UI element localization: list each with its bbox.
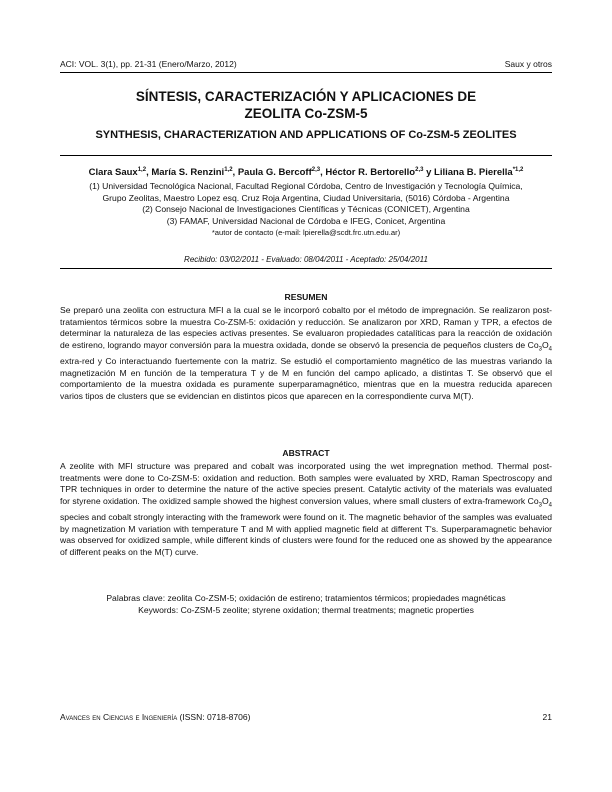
affiliation-3: (3) FAMAF, Universidad Nacional de Córdoba e IFEG, Conicet, Argentina bbox=[166, 215, 446, 226]
formula-co3o4: $Co_3O_4$ bbox=[527, 495, 552, 509]
running-authors: Saux y otros bbox=[504, 59, 552, 69]
affiliation-1-line-2: Grupo Zeolitas, Maestro Lopez esq. Cruz Roja Argentina, Ciudad Universitaria, (5016) Córdoba - Argentina bbox=[102, 192, 510, 203]
title-spanish-line-2: ZEOLITA Co-ZSM-5 bbox=[244, 106, 368, 121]
page-number: 21 bbox=[542, 712, 552, 722]
contact-email: *autor de contacto (e-mail: lpierella@scdt.frc.utn.edu.ar) bbox=[211, 228, 401, 237]
keywords-english: Keywords: Co-ZSM-5 zeolite; styrene oxidation; thermal treatments; magnetic properties bbox=[138, 604, 474, 615]
title-rule bbox=[60, 155, 552, 156]
page-footer bbox=[60, 712, 552, 722]
affiliations bbox=[60, 181, 552, 239]
author: Paula G. Bercoff$^{2,3}$ bbox=[237, 167, 321, 179]
abstract-body: A zeolite with MFI structure was prepared and cobalt was incorporated using the wet impregnation method. Thermal post-treatments were done to Co-ZSM-5: oxidation and reduction. Both samples were evaluated by XRD, Raman Spectroscopy and TPR techniques in order to determine the nature of the active species present. Catalytic activity of the materials was evaluated for styrene oxidation. The oxidized sample showed the highest conversion values, where small clusters of extra-framework $Co_3O_4$ species and cobalt strongly interacting with the framework were found on it. The magnetic behavior of the samples was evaluated by magnetization M variation with temperature T and M with applied magnetic field at different T's. Superparamagnetic behavior was observed for oxidized sample, while different kinds of clusters were found for the reduced one as showed by the appearance of different peaks on the M(T) curve. bbox=[60, 461, 552, 557]
author: María S. Renzini$^{1,2}$ bbox=[151, 167, 233, 179]
title-english: SYNTHESIS, CHARACTERIZATION AND APPLICATIONS OF Co-ZSM-5 ZEOLITES bbox=[95, 129, 517, 141]
journal-citation: ACI: VOL. 3(1), pp. 21-31 (Enero/Marzo, 2012) bbox=[60, 59, 237, 69]
author-list: Clara Saux$^{1,2}$, María S. Renzini$^{1,2}$, Paula G. Bercoff$^{2,3}$, Héctor R. Bertorello$^{2,3}$ y Liliana B. Pierella$^{*1,2}$ bbox=[88, 167, 524, 179]
affiliation-2: (2) Consejo Nacional de Investigaciones Científicas y Técnicas (CONICET), Argentina bbox=[142, 204, 470, 214]
keywords bbox=[60, 593, 552, 616]
affiliation-1-line-1: (1) Universidad Tecnológica Nacional, Facultad Regional Córdoba, Centro de Investigación y Tecnología Química, bbox=[89, 181, 523, 191]
title-spanish-line-1: SÍNTESIS, CARACTERIZACIÓN Y APLICACIONES DE bbox=[135, 89, 477, 104]
title-spanish bbox=[60, 88, 552, 122]
header-rule bbox=[60, 72, 552, 73]
keywords-spanish: Palabras clave: zeolita Co-ZSM-5; oxidación de estireno; tratamientos térmicos; propiedades magnéticas bbox=[106, 593, 506, 603]
author: Clara Saux$^{1,2}$ bbox=[88, 167, 147, 179]
formula-co3o4: $Co_3O_4$ bbox=[527, 339, 552, 353]
dates-rule bbox=[60, 268, 552, 269]
resumen-body: Se preparó una zeolita con estructura MFI a la cual se le incorporó cobalto por el método de impregnación. Se realizaron post-tratamientos térmicos sobre la muestra Co-ZSM-5: oxidación y reducción. Se analizaron por XRD, Raman y TPR, a efectos de determinar la naturaleza de las especies activas presentes. Se evaluaron propiedades catalíticas para la reacción de oxidación de estireno, logrando mayor conversión para la muestra oxidada, donde se observó la presencia de pequeños clusters de $Co_3O_4$ extra-red y Co interactuando fuertemente con la matriz. Se estudió el comportamiento magnético de las muestras variando la magnetización M en función de la temperatura T y de M en función del campo aplicado, a distintas T. Se observó que el comportamiento de la muestra oxidada es puramente superparamagnético, mientras que en la muestra reducida aparecen varios tipos de clusters que se evidencian en distintos picos que aparecen en la correspondiente curva M(T). bbox=[60, 305, 552, 401]
running-header bbox=[60, 59, 552, 69]
author-corresponding: Liliana B. Pierella$^{*1,2}$ bbox=[434, 167, 524, 179]
resumen-heading: RESUMEN bbox=[284, 292, 328, 302]
author: Héctor R. Bertorello$^{2,3}$ bbox=[325, 167, 424, 179]
abstract-heading: ABSTRACT bbox=[282, 448, 330, 458]
footer-journal: Avances en Ciencias e Ingeniería (ISSN: 0718-8706) bbox=[60, 712, 251, 722]
submission-dates: Recibido: 03/02/2011 - Evaluado: 08/04/2011 - Aceptado: 25/04/2011 bbox=[184, 255, 428, 264]
